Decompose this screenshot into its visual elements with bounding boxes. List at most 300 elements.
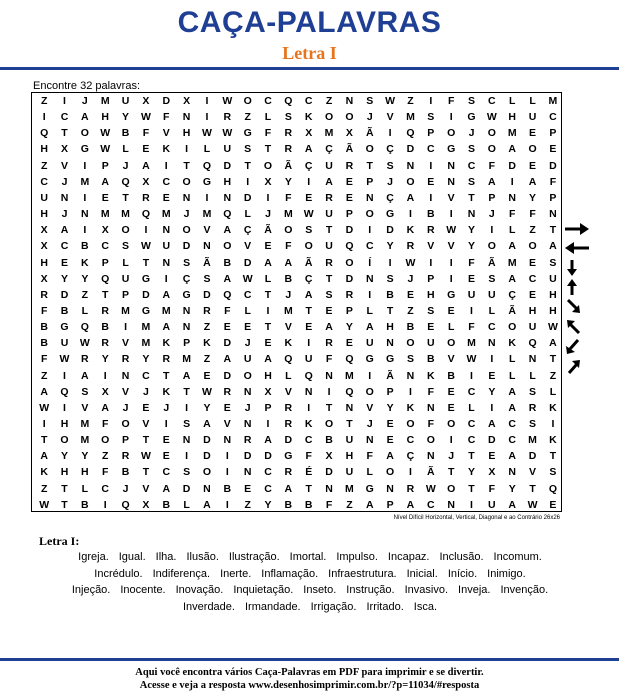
grid-letter: O [447,418,456,430]
grid-letter: I [205,95,209,107]
grid-letter: S [467,143,475,156]
grid-letter: V [284,321,292,334]
grid-letter: Z [203,321,211,334]
grid-letter: B [325,434,333,447]
grid-letter: I [185,450,189,463]
grid-letter: S [284,111,292,124]
grid-letter: A [60,224,69,237]
grid-letter: N [162,224,171,237]
grid-letter: A [81,111,89,124]
grid-letter: C [467,418,476,430]
grid-letter: E [529,159,537,172]
grid-letter: L [508,95,516,107]
word-item: Instrução. [346,584,395,596]
letter-grid [31,92,562,512]
grid-letter: F [447,95,455,107]
grid-letter: U [488,288,496,301]
grid-letter: U [121,272,130,285]
grid-letter: G [447,288,456,301]
grid-letter: T [142,256,150,269]
grid-row [32,158,561,175]
grid-letter: A [223,353,232,366]
footer-line-1: Aqui você encontra vários Caça-Palavras em PDF para imprimir e se divertir. [135,667,484,678]
grid-letter: H [40,256,48,269]
grid-letter: W [201,127,212,140]
word-item: Inerte. [220,567,252,580]
grid-letter: G [141,272,150,285]
grid-letter: U [528,321,537,334]
grid-letter: B [426,353,435,366]
word-item: Incrédulo. [94,567,143,580]
word-list-line [30,582,590,599]
grid-letter: Y [467,224,475,237]
grid-letter: A [508,272,516,285]
grid-row [32,190,561,207]
grid-letter: L [366,304,373,317]
grid-letter: A [264,256,272,269]
grid-row [32,206,561,223]
grid-letter: E [529,127,537,140]
grid-letter: X [264,385,272,398]
grid-letter: E [386,418,394,430]
grid-letter: C [40,175,48,188]
grid-letter: A [508,385,516,398]
grid-letter: A [508,450,516,463]
grid-letter: N [488,337,496,350]
grid-letter: V [122,385,130,398]
grid-letter: L [468,401,475,414]
grid-letter: Ç [304,272,313,285]
grid-letter: F [549,175,557,188]
grid-letter: W [466,353,477,366]
grid-letter: Y [284,175,292,188]
grid-letter: A [549,337,557,350]
grid-letter: B [447,369,455,382]
grid-letter: D [345,224,354,237]
arrow-left-icon [562,239,592,257]
grid-letter: S [529,418,537,430]
grid-letter: R [406,482,415,495]
grid-letter: L [122,256,129,269]
grid-letter: F [142,127,150,140]
grid-letter: J [81,95,88,107]
grid-letter: W [222,95,233,107]
grid-letter: E [142,401,150,414]
grid-letter: K [162,337,171,350]
grid-letter: T [468,482,475,495]
grid-row [32,109,561,126]
grid-letter: I [510,175,514,188]
grid-letter: H [426,288,435,301]
grid-letter: C [508,434,516,447]
grid-letter: P [264,401,272,414]
grid-letter: R [121,353,130,366]
grid-letter: P [366,175,374,188]
grid-letter: E [101,191,109,204]
grid-letter: T [447,466,455,479]
grid-letter: W [140,450,151,463]
arrow-up-left-icon [562,318,592,336]
grid-letter: W [59,353,70,366]
grid-letter: X [325,450,333,463]
grid-letter: E [305,191,313,204]
instructions: Encontre 32 palavras: [33,80,141,92]
grid-letter: N [325,482,333,495]
grid-letter: N [182,321,191,334]
grid-letter: E [529,288,537,301]
grid-letter: R [284,401,293,414]
grid-letter: Z [40,159,48,172]
grid-letter: C [549,111,557,124]
grid-letter: H [60,466,69,479]
grid-letter: Ã [264,224,272,237]
grid-letter: I [327,385,331,398]
grid-letter: D [223,337,232,350]
grid-letter: T [163,369,170,382]
grid-letter: C [243,288,252,301]
grid-letter: J [468,127,475,140]
grid-row [32,174,561,191]
word-item: Isca. [413,600,438,613]
grid-letter: X [40,272,48,285]
grid-letter: S [305,224,313,237]
grid-letter: O [223,240,232,253]
grid-letter: J [122,401,129,414]
grid-letter: M [182,353,191,366]
grid-letter: E [529,256,537,269]
grid-letter: A [365,498,374,511]
grid-letter: V [142,418,150,430]
grid-letter: M [507,127,517,140]
grid-letter: M [161,208,171,221]
grid-letter: I [490,353,494,366]
grid-row [32,497,561,514]
grid-letter: U [304,353,313,366]
arrow-down-left-icon [562,338,592,356]
grid-letter: A [284,256,293,269]
grid-letter: N [447,159,455,172]
grid-letter: F [529,208,536,221]
grid-letter: N [182,304,191,317]
grid-letter: Q [345,385,354,398]
grid-letter: Q [345,240,354,253]
grid-letter: I [205,111,209,124]
grid-letter: G [80,143,89,156]
grid-letter: O [182,224,191,237]
grid-letter: R [325,191,333,204]
grid-letter: H [40,208,48,221]
grid-letter: C [488,321,496,334]
grid-row [32,141,561,158]
grid-letter: O [121,418,130,430]
grid-letter: O [508,321,517,334]
grid-letter: J [448,450,455,463]
grid-letter: I [83,159,87,172]
grid-letter: I [103,369,107,382]
grid-letter: O [487,127,496,140]
grid-letter: C [304,434,313,447]
grid-letter: R [40,288,48,301]
grid-letter: J [183,208,190,221]
grid-letter: A [40,385,48,398]
grid-letter: S [529,385,537,398]
grid-letter: K [549,434,557,447]
grid-letter: A [284,482,293,495]
grid-letter: E [427,321,435,334]
grid-letter: N [345,95,354,107]
grid-letter: Q [141,208,150,221]
grid-letter: T [101,288,109,301]
grid-letter: T [40,434,48,447]
grid-letter: Q [223,208,232,221]
grid-letter: A [508,143,516,156]
grid-letter: E [305,321,313,334]
grid-letter: N [243,385,252,398]
grid-letter: F [264,127,272,140]
grid-letter: O [263,159,273,172]
grid-letter: S [183,466,191,479]
grid-letter: Y [508,482,516,495]
grid-letter: L [366,466,373,479]
grid-letter: W [385,95,396,107]
grid-letter: E [427,175,435,188]
grid-letter: G [141,304,150,317]
word-item: Impulso. [336,551,378,563]
grid-letter: L [203,143,211,156]
grid-letter: R [203,304,211,317]
grid-letter: Z [244,498,251,511]
level-note: Nível Difícil Horizontal, Vertical, Diagonal e ao Contrário 26x26 [393,515,560,521]
word-item: Inquietação. [233,584,294,596]
grid-letter: R [325,337,333,350]
grid-letter: R [101,337,109,350]
grid-letter: U [223,143,232,156]
grid-letter: O [345,256,354,269]
grid-letter: S [549,256,557,269]
grid-letter: Y [122,111,130,124]
grid-letter: U [467,288,476,301]
grid-letter: R [406,240,415,253]
grid-letter: J [387,175,393,188]
grid-letter: M [161,304,171,317]
grid-letter: Z [325,95,333,107]
grid-letter: P [183,337,191,350]
top-divider [0,67,619,70]
grid-letter: T [122,191,129,204]
grid-letter: O [406,418,415,430]
grid-letter: S [386,159,394,172]
grid-letter: F [305,450,312,463]
grid-letter: Z [244,111,251,124]
grid-letter: Y [488,385,496,398]
grid-row [32,432,561,449]
grid-letter: E [244,321,252,334]
grid-row [32,335,561,352]
grid-letter: D [549,159,557,172]
grid-letter: N [182,191,191,204]
grid-letter: K [508,337,516,350]
grid-letter: H [549,288,557,301]
grid-letter: M [548,95,558,107]
grid-letter: X [488,466,496,479]
grid-letter: Q [548,482,557,495]
grid-letter: L [244,304,251,317]
grid-letter: D [406,143,415,156]
grid-letter: H [182,127,191,140]
word-item: Invenção. [500,584,549,596]
grid-letter: O [426,434,435,447]
grid-row [32,238,561,255]
grid-letter: C [467,434,476,447]
word-item: Imortal. [289,551,327,563]
grid-letter: D [203,434,211,447]
word-item: Inseto. [303,584,337,596]
grid-letter: I [164,272,168,285]
grid-letter: F [366,450,373,463]
word-item: Inflamação. [261,567,319,580]
grid-letter: A [142,159,150,172]
grid-letter: M [283,304,293,317]
word-item: Ilusão. [186,551,219,563]
grid-letter: V [122,337,130,350]
grid-letter: Z [407,304,414,317]
grid-letter: M [121,304,130,317]
grid-letter: I [388,256,392,269]
grid-letter: F [163,111,170,124]
grid-letter: I [83,224,87,237]
grid-letter: T [549,353,557,366]
grid-letter: X [60,143,68,156]
grid-letter: K [406,224,415,237]
word-list [30,549,590,615]
grid-letter: N [426,450,435,463]
word-item: Igreja. [78,551,109,563]
grid-letter: O [528,240,537,253]
grid-letter: A [101,401,109,414]
grid-letter: P [386,498,394,511]
word-item: Incomum. [493,551,542,563]
grid-letter: A [40,450,48,463]
grid-letter: T [305,482,312,495]
grid-letter: I [449,272,453,285]
word-item: Ilustração. [228,551,280,563]
grid-letter: C [60,111,69,124]
grid-letter: Ã [365,127,374,140]
grid-letter: A [223,272,232,285]
grid-letter: C [264,466,272,479]
grid-letter: I [368,288,372,301]
word-item: Indiferença. [152,567,211,580]
grid-letter: B [284,498,293,511]
grid-letter: Ã [304,256,313,269]
grid-letter: T [366,159,373,172]
word-item: Incapaz. [387,551,430,563]
grid-letter: L [488,304,496,317]
grid-letter: U [365,337,374,350]
grid-letter: E [467,272,475,285]
grid-letter: C [101,240,109,253]
grid-letter: Z [40,95,48,107]
grid-letter: K [40,466,48,479]
grid-letter: Q [80,321,89,334]
grid-letter: Ç [325,143,333,156]
grid-letter: L [508,369,516,382]
grid-letter: Ç [386,191,394,204]
grid-letter: W [303,208,314,221]
grid-letter: E [264,240,272,253]
grid-letter: M [100,95,110,107]
grid-letter: P [101,159,109,172]
grid-letter: X [101,224,109,237]
grid-letter: C [467,159,476,172]
grid-letter: T [244,159,251,172]
word-list-line [30,599,590,616]
grid-letter: N [81,208,89,221]
grid-letter: M [141,337,151,350]
grid-letter: C [304,95,313,107]
grid-letter: I [408,385,412,398]
grid-letter: M [80,175,90,188]
grid-letter: E [549,143,557,156]
grid-letter: I [307,401,311,414]
grid-letter: X [345,127,353,140]
grid-letter: W [39,498,50,511]
grid-letter: X [142,95,150,107]
grid-letter: Ã [203,256,211,269]
grid-letter: M [345,369,354,382]
grid-letter: D [162,95,171,107]
grid-letter: T [264,143,272,156]
grid-letter: N [325,369,333,382]
arrow-down-icon [562,259,592,277]
grid-letter: U [40,191,48,204]
grid-row [32,400,561,417]
grid-letter: F [508,208,516,221]
grid-letter: C [162,175,171,188]
grid-letter: Y [467,466,475,479]
grid-letter: F [101,466,109,479]
grid-letter: A [304,288,313,301]
grid-letter: Z [549,369,557,382]
grid-letter: O [365,385,374,398]
grid-letter: V [203,224,211,237]
grid-letter: Z [203,353,211,366]
grid-letter: W [222,127,233,140]
grid-row [32,351,561,368]
grid-letter: I [490,224,494,237]
grid-letter: G [243,127,252,140]
grid-letter: L [122,143,129,156]
grid-letter: S [406,353,414,366]
grid-row [32,287,561,304]
footer-line-2: Acesse e veja a resposta www.desenhosimprimir.com.br/?p=11034/#resposta [139,679,480,691]
grid-letter: T [468,191,475,204]
grid-letter: V [366,401,374,414]
grid-letter: W [547,321,558,334]
grid-letter: J [265,208,271,221]
word-item: Igual. [118,551,146,563]
grid-letter: D [528,450,537,463]
grid-letter: M [283,208,293,221]
grid-letter: R [142,191,150,204]
grid-letter: Y [467,240,475,253]
grid-letter: N [406,159,415,172]
grid-letter: Y [386,401,394,414]
grid-letter: I [307,175,311,188]
grid-letter: Ç [508,288,516,301]
grid-letter: Y [345,321,353,334]
word-item: Injeção. [71,584,111,596]
